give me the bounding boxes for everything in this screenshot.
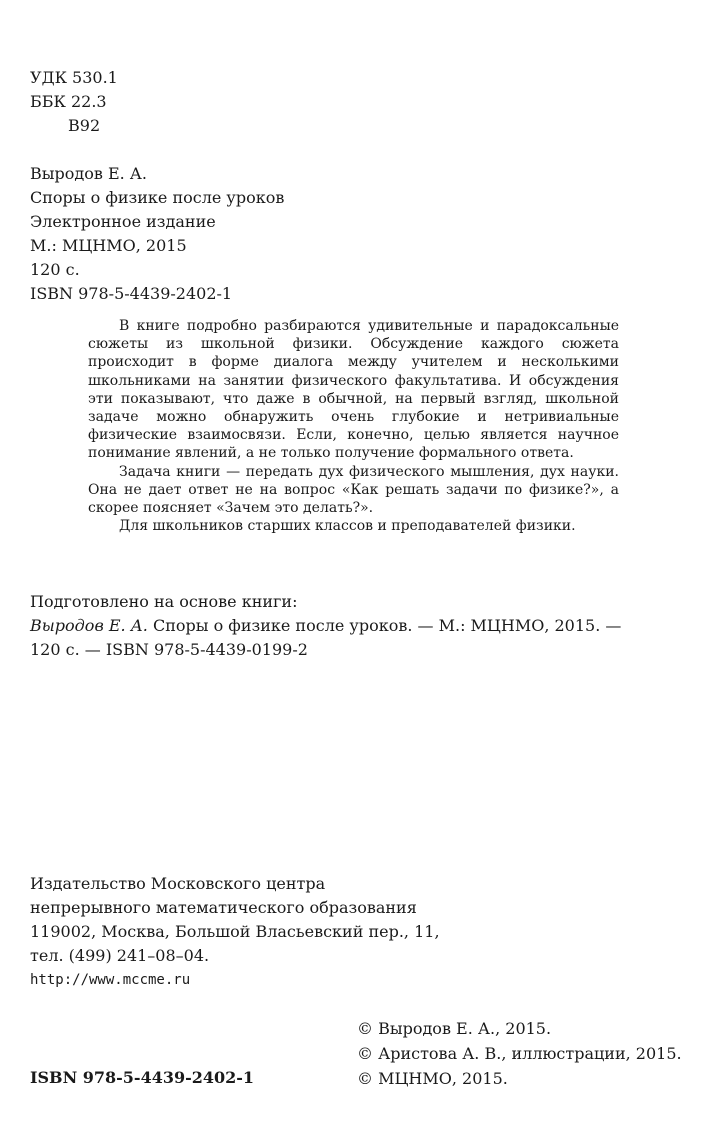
publisher-year: М.: МЦНМО, 2015	[30, 236, 187, 255]
book-edition: Электронное издание	[30, 212, 216, 231]
source-author: Выродов Е. А.	[30, 616, 148, 635]
book-isbn: ISBN 978-5-4439-2402-1	[30, 284, 233, 303]
abstract-paragraph-3: Для школьников старших классов и преподавателей физики.	[119, 518, 576, 535]
source-line-2: 120 с. — ISBN 978-5-4439-0199-2	[30, 640, 308, 659]
bbk-code: ББК 22.3	[30, 92, 107, 111]
publisher-phone: тел. (499) 241–08–04.	[30, 946, 210, 965]
copyright-block	[357, 1016, 682, 1091]
page-count: 120 с.	[30, 260, 80, 279]
classification-block	[30, 66, 118, 138]
copyright-author: © Выродов Е. А., 2015.	[357, 1019, 552, 1038]
copyright-publisher: © МЦНМО, 2015.	[357, 1069, 508, 1088]
book-title: Споры о физике после уроков	[30, 188, 285, 207]
source-title: Споры о физике после уроков. — М.: МЦНМО, 2015. —	[147, 616, 622, 635]
abstract	[88, 317, 619, 535]
publisher-name-1: Издательство Московского центра	[30, 874, 326, 893]
source-reference	[30, 590, 621, 662]
abstract-paragraph-1: В книге подробно разбираются удивительные и парадоксальные сюжеты из школьной физики. Обсуждение каждого сюжета происходит в форме диалога между учителем и несколькими школьниками на занятии физического факультатива. И обсуждения эти показывают, что даже в обычной, на первый взгляд, школьной задаче можно обнаружить очень глубокие и нетривиальные физические взаимосвязи. Если, конечно, целью является научное понимание явлений, а не только получение формального ответа.	[88, 318, 619, 462]
publisher-url[interactable]: http://www.mccme.ru	[30, 972, 191, 988]
udk-code: УДК 530.1	[30, 68, 118, 87]
copyright-illustrator: © Аристова А. В., иллюстрации, 2015.	[357, 1044, 682, 1063]
bibliographic-block	[30, 162, 284, 306]
publisher-info	[30, 872, 440, 992]
publisher-name-2: непрерывного математического образования	[30, 898, 417, 917]
abstract-paragraph-2: Задача книги — передать дух физического мышления, дух науки. Она не дает ответ не на вопрос «Как решать задачи по физике?», а скорее поясняет «Зачем это делать?».	[88, 463, 619, 517]
author-mark: В92	[68, 116, 101, 135]
book-author: Выродов Е. А.	[30, 164, 147, 183]
source-line-1	[30, 614, 621, 638]
footer-isbn: ISBN 978-5-4439-2402-1	[30, 1068, 255, 1087]
publisher-address: 119002, Москва, Большой Власьевский пер., 11,	[30, 922, 440, 941]
source-intro: Подготовлено на основе книги:	[30, 592, 298, 611]
